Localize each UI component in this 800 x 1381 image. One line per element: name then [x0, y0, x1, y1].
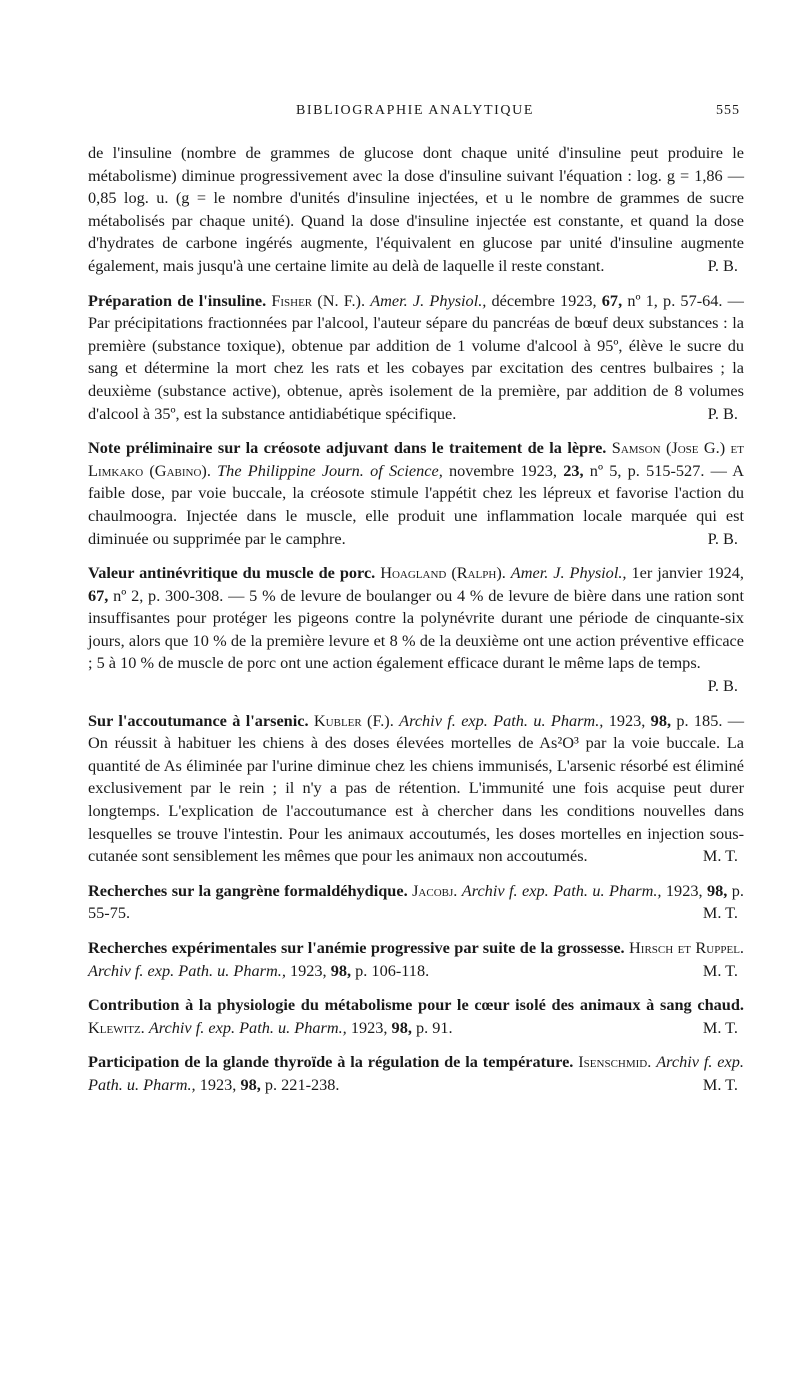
entry-signature: P. B. — [707, 403, 738, 423]
entry-pages: p. 106-118. — [355, 960, 430, 980]
bibliography-entry — [88, 562, 744, 698]
entry-abstract: — On réussit à habituer les chiens à des doses élevées mortelles de As²O³ par la voie buccale. La quantité de As éliminée par l'urine diminue chez les chiens immunisés, L'arsenic résorbé est éliminé exclusivement par le rein ; il n'y a pas de rétention. L'immunité une fois acquise peut durer longtemps. L'explication de l'accoutumance est à chercher dans les conditions nouvelles dans lesquelles se trouve l'intestin. Pour les animaux accoutumés, les doses mortelles en injection sous-cutanée sont sensiblement les mêmes que pour les animaux non accoutumés. — [88, 710, 745, 866]
bibliography-entry — [88, 937, 744, 982]
entry-date: 1923, — [350, 1017, 388, 1037]
entry-title: Recherches sur la gangrène formaldéhydique. — [88, 880, 408, 900]
entry-volume: 67, — [88, 585, 109, 605]
entry-volume: 98, — [391, 1017, 412, 1037]
entry-signature: P. B. — [707, 528, 738, 548]
entry-author: Samson (Jose G.) et Limkako (Gabino). — [88, 438, 744, 480]
entry-pages: nº 5, p. 515-527. — [589, 460, 705, 480]
bibliography-entry — [88, 994, 744, 1039]
entry-date: 1923, — [608, 710, 646, 730]
entry-pages: p. 221-238. — [264, 1074, 340, 1094]
entry-journal: Archiv f. exp. Path. u. Pharm., — [399, 710, 604, 730]
entry-volume: 67, — [601, 290, 623, 310]
entry-date: décembre 1923, — [491, 290, 597, 310]
intro-paragraph — [88, 142, 744, 278]
entry-date: 1923, — [665, 880, 703, 900]
entry-volume: 23, — [563, 460, 584, 480]
entry-title: Note préliminaire sur la créosote adjuvant dans le traitement de la lèpre. — [88, 438, 607, 458]
entry-pages: nº 2, p. 300-308. — [113, 585, 224, 605]
running-title: BIBLIOGRAPHIE ANALYTIQUE — [295, 103, 535, 118]
entry-title: Préparation de l'insuline. — [88, 290, 267, 310]
entry-author: Isenschmid. — [578, 1052, 652, 1072]
bibliography-entry — [88, 1051, 744, 1096]
entry-volume: 98, — [240, 1074, 261, 1094]
entry-signature: M. T. — [702, 1017, 738, 1037]
entry-date: 1923, — [289, 960, 327, 980]
entry-title: Participation de la glande thyroïde à la régulation de la température. — [88, 1052, 574, 1072]
entry-date: novembre 1923, — [449, 460, 557, 480]
entry-journal: Amer. J. Physiol., — [370, 290, 487, 310]
entry-title: Contribution à la physiologie du métabolisme pour le cœur isolé des animaux à sang chaud. — [88, 995, 744, 1015]
entry-pages: nº 1, p. 57-64. — [627, 290, 723, 310]
bibliography-entries — [88, 290, 744, 1097]
entry-date: 1er janvier 1924, — [631, 563, 745, 583]
bibliography-entry — [88, 290, 744, 426]
entry-author: Klewitz. — [88, 1017, 145, 1037]
entry-title: Valeur antinévritique du muscle de porc. — [88, 563, 376, 583]
entry-author: Hoagland (Ralph). — [380, 563, 506, 583]
entry-abstract: — A faible dose, par voie buccale, la créosote stimule l'appétit chez les lépreux et favorise l'action du chaulmoogra. Injectée dans le muscle, elle produit une inflammation locale marquée qui est diminuée ou supprimée par le camphre. — [88, 460, 745, 548]
bibliography-entry — [88, 710, 744, 868]
entry-journal: Amer. J. Physiol., — [510, 563, 627, 583]
entry-journal: Archiv f. exp. Path. u. Pharm., — [461, 880, 662, 900]
entry-journal: Archiv f. exp. Path. u. Pharm., — [148, 1017, 347, 1037]
entry-author: Fisher (N. F.). — [271, 290, 366, 310]
bibliography-entry — [88, 437, 744, 550]
entry-signature: P. B. — [707, 676, 738, 696]
entry-pages: p. 185. — [676, 710, 723, 730]
entry-journal: The Philippine Journ. of Science, — [217, 460, 443, 480]
entry-title: Recherches expérimentales sur l'anémie progressive par suite de la grossesse. — [88, 938, 625, 957]
entry-pages: p. 91. — [415, 1017, 453, 1037]
entry-author: Jacobj. — [412, 880, 458, 900]
bibliography-entry — [88, 880, 744, 925]
page-number: 555 — [716, 103, 740, 118]
page-body — [88, 142, 744, 1097]
intro-text: de l'insuline (nombre de grammes de glucose dont chaque unité d'insuline peut produire le métabolisme) diminue progressivement avec la dose d'insuline suivant l'équation : log. g = 1,86 — 0,85 log. u. (g = le nombre d'unités d'insuline injectées, et u le nombre de grammes de sucre métabolisés par chaque unité). Quand la dose d'insuline injectée est constante, et quand la dose d'hydrates de carbone ingérés augmente, l'équivalent en glucose par unité d'insuline augmente également, mais jusqu'à une certaine limite au delà de laquelle il reste constant. — [88, 143, 744, 275]
entry-pages: p. 55-75. — [88, 880, 744, 923]
entry-volume: 98, — [330, 960, 352, 980]
entry-volume: 98, — [706, 880, 728, 900]
entry-signature: M. T. — [702, 903, 738, 923]
entry-abstract: — Par précipitations fractionnées par l'alcool, l'auteur sépare du pancréas de bœuf deux substances : la première (substance toxique), obtenue par addition de 1 volume d'alcool à 95º, élève le sucre du sang et détermine la mort chez les rats et les cobayes par excitation des centres bulbaires ; la deuxième (substance active), obtenue, après isolement de la première, par addition de 8 volumes d'alcool à 35º, est la substance antidiabétique spécifique. — [88, 290, 744, 423]
intro-signature: P. B. — [707, 255, 738, 275]
entry-signature: M. T. — [702, 846, 738, 866]
entry-signature: M. T. — [702, 1074, 738, 1094]
entry-author: Hirsch et Ruppel. — [629, 938, 744, 957]
entry-journal: Archiv f. exp. Path. u. Pharm., — [88, 1052, 744, 1094]
entry-abstract: — 5 % de levure de boulanger ou 4 % de levure de bière dans une ration sont insuffisantes pour protéger les pigeons contre la polynévrite durant une période de cinquante-six jours, alors que 10 % de la première levure et 8 % de la deuxième ont une action préventive efficace ; 5 à 10 % de muscle de porc ont une action également efficace durant le même laps de temps. — [88, 585, 744, 673]
entry-date: 1923, — [199, 1074, 237, 1094]
entry-volume: 98, — [650, 710, 672, 730]
entry-journal: Archiv f. exp. Path. u. Pharm., — [88, 960, 286, 980]
entry-title: Sur l'accoutumance à l'arsenic. — [88, 710, 309, 730]
entry-author: Kubler (F.). — [313, 710, 394, 730]
running-header — [90, 103, 740, 127]
entry-signature: M. T. — [702, 960, 738, 980]
